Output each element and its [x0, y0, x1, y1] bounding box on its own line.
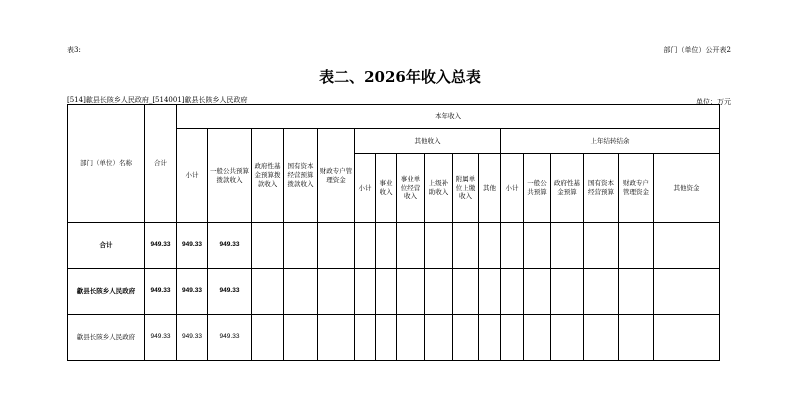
row-subtotal: 949.33	[177, 269, 208, 315]
row-general-budget: 949.33	[208, 269, 252, 315]
col-oi-affiliated: 附属单位上缴收入	[453, 154, 479, 223]
col-total: 合计	[145, 105, 177, 223]
col-co-other: 其他资金	[654, 154, 720, 223]
income-table	[67, 104, 720, 361]
department-code: [514]歙县长陔乡人民政府_[514001]歙县长陔乡人民政府	[67, 96, 248, 104]
col-co-subtotal: 小计	[501, 154, 524, 223]
col-gov-fund: 政府性基金预算拨款收入	[252, 129, 284, 223]
col-other-income: 其他收入	[355, 129, 501, 154]
unit-label: 单位：万元	[696, 98, 731, 106]
col-co-general: 一般公共预算	[524, 154, 551, 223]
table-row	[68, 223, 720, 269]
row-name: 合计	[68, 223, 145, 269]
col-co-fiscal-special: 财政专户管理资金	[619, 154, 654, 223]
col-carryover: 上年结转结余	[501, 129, 720, 154]
row-general-budget: 949.33	[208, 315, 252, 361]
col-general-budget: 一般公共预算拨款收入	[208, 129, 252, 223]
col-fiscal-special: 财政专户管理资金	[318, 129, 355, 223]
col-oi-operating: 事业单位经营收入	[397, 154, 425, 223]
col-co-gov-fund: 政府性基金预算	[551, 154, 584, 223]
row-name: 歙县长陔乡人民政府	[68, 269, 145, 315]
public-table-number: 部门（单位）公开表2	[663, 46, 731, 54]
page-title: 表二、2026年收入总表	[319, 68, 481, 86]
col-current-year-income: 本年收入	[177, 105, 720, 129]
table-number: 表3:	[67, 46, 81, 54]
row-total: 949.33	[145, 315, 177, 361]
col-dept-name: 部门（单位）名称	[68, 105, 145, 223]
col-subtotal: 小计	[177, 129, 208, 223]
row-subtotal: 949.33	[177, 223, 208, 269]
table-row	[68, 269, 720, 315]
row-total: 949.33	[145, 223, 177, 269]
col-oi-subtotal: 小计	[355, 154, 376, 223]
row-subtotal: 949.33	[177, 315, 208, 361]
col-state-capital: 国有资本经营预算拨款收入	[284, 129, 318, 223]
col-oi-business: 事业收入	[376, 154, 397, 223]
col-oi-superior: 上级补助收入	[425, 154, 453, 223]
col-oi-other: 其他	[479, 154, 501, 223]
table-row	[68, 315, 720, 361]
col-co-state-capital: 国有资本经营预算	[584, 154, 619, 223]
row-total: 949.33	[145, 269, 177, 315]
row-name: 歙县长陔乡人民政府	[68, 315, 145, 361]
row-general-budget: 949.33	[208, 223, 252, 269]
